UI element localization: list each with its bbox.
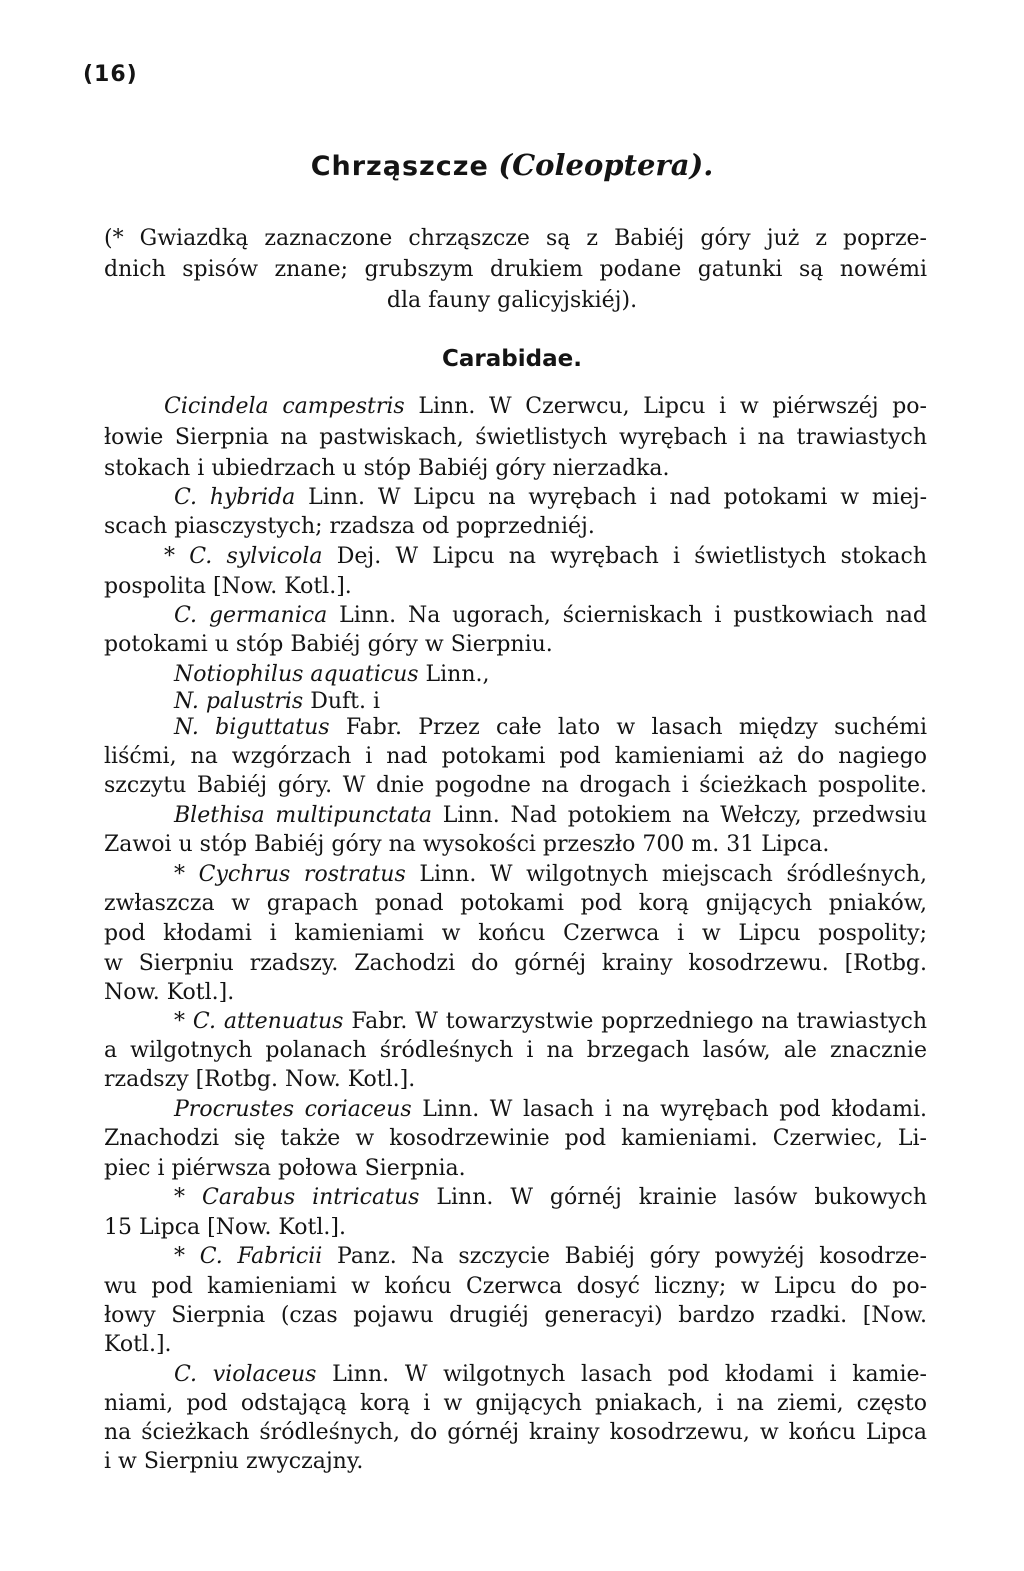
text-line: łowy Sierpnia (czas pojawu drugiéj generacyi) bardzo rzadki. [Now.: [104, 1303, 927, 1328]
species-entry: [104, 393, 927, 421]
species-name: Procrustes coriaceus: [174, 1097, 412, 1122]
species-name: C. violaceus: [174, 1362, 317, 1387]
text-line: rzadszy [Rotbg. Now. Kotl.].: [104, 1067, 416, 1092]
species-name: C. germanica: [174, 603, 328, 628]
intro-line: dnich spisów znane; grubszym drukiem podane gatunki są nowémi: [104, 257, 927, 282]
species-name: Notiophilus aquaticus: [174, 662, 419, 687]
intro-line: (* Gwiazdką zaznaczone chrząszcze są z Babiéj góry już z poprze-: [104, 226, 927, 251]
species-name: Cychrus rostratus: [198, 862, 406, 887]
text-line: pod kłodami i kamieniami w końcu Czerwca i w Lipcu pospolity;: [104, 921, 927, 946]
text-line: łowie Sierpnia na pastwiskach, świetlistych wyrębach i na trawiastych: [104, 425, 927, 450]
asterisk-mark: *: [164, 544, 190, 569]
title-main: Chrząszcze: [310, 151, 489, 182]
species-name: N. palustris: [174, 689, 304, 714]
entry-text: Duft. i: [303, 689, 381, 714]
species-entry: [104, 602, 927, 630]
species-name: C. sylvicola: [189, 544, 323, 569]
species-name: C. attenuatus: [192, 1009, 344, 1034]
species-name: N. biguttatus: [174, 715, 330, 740]
asterisk-mark: *: [174, 862, 199, 887]
entry-text: Fabr. Przez całe lato w lasach między suchémi: [329, 715, 927, 740]
text-line: wu pod kamieniami w końcu Czerwca dosyć liczny; w Lipcu do po-: [104, 1274, 927, 1299]
text-line: a wilgotnych polanach śródleśnych i na brzegach lasów, ale znacznie: [104, 1038, 927, 1063]
text-line: Now. Kotl.].: [104, 980, 235, 1005]
text-line: 15 Lipca [Now. Kotl.].: [104, 1215, 346, 1240]
text-line: potokami u stóp Babiéj góry w Sierpniu.: [104, 632, 553, 657]
species-entry: [104, 714, 927, 742]
text-line: stokach i ubiedrzach u stóp Babiéj góry nierzadka.: [104, 456, 670, 481]
entry-text: Linn. W Lipcu na wyrębach i nad potokami w miej-: [295, 485, 927, 510]
entry-text: Linn. W wilgotnych lasach pod kłodami i kamie-: [316, 1362, 927, 1387]
species-entry: [104, 1184, 927, 1212]
entry-text: Linn. Na ugorach, ścierniskach i pustkowiach nad: [327, 603, 927, 628]
species-name: C. hybrida: [174, 485, 296, 510]
text-line: scach piasczystych; rzadsza od poprzedniéj.: [104, 514, 595, 539]
species-name: C. Fabricii: [199, 1244, 323, 1269]
text-line: Zawoi u stóp Babiéj góry na wysokości przeszło 700 m. 31 Lipca.: [104, 832, 830, 857]
entry-text: Linn. W lasach i na wyrębach pod kłodami.: [411, 1097, 927, 1122]
entry-text: Dej. W Lipcu na wyrębach i świetlistych stokach: [322, 544, 927, 569]
text-line: liśćmi, na wzgórzach i nad potokami pod kamieniami aż do nagiego: [104, 744, 927, 769]
species-entry: [104, 661, 927, 689]
species-entry: [104, 1243, 927, 1271]
species-entry: [104, 1361, 927, 1389]
species-entry: [104, 1008, 927, 1036]
title-latin: (Coleoptera).: [498, 148, 714, 182]
entry-text: Fabr. W towarzystwie poprzedniego na trawiastych: [343, 1009, 928, 1034]
text-line: na ścieżkach śródleśnych, do górnéj krainy kosodrzewu, w końcu Lipca: [104, 1420, 927, 1445]
text-line: Kotl.].: [104, 1332, 172, 1357]
species-name: Blethisa multipunctata: [174, 803, 433, 828]
text-line: piec i piérwsza połowa Sierpnia.: [104, 1156, 466, 1181]
text-line: pospolita [Now. Kotl.].: [104, 574, 352, 599]
text-line: niami, pod odstającą korą i w gnijących pniakach, i na ziemi, często: [104, 1391, 927, 1416]
species-entry: [104, 484, 927, 512]
text-line: w Sierpniu rzadszy. Zachodzi do górnéj krainy kosodrzewu. [Rotbg.: [104, 951, 927, 976]
entry-text: Linn.,: [418, 662, 490, 687]
text-line: i w Sierpniu zwyczajny.: [104, 1449, 364, 1474]
page-number: (16): [83, 62, 138, 87]
species-name: Cicindela campestris: [164, 394, 405, 419]
species-entry: [104, 543, 927, 571]
species-entry: [104, 861, 927, 889]
entry-text: Linn. W Czerwcu, Lipcu i w piérwszéj po-: [404, 394, 927, 419]
species-entry: [104, 688, 927, 716]
page-title: [0, 145, 1024, 187]
asterisk-mark: *: [174, 1244, 200, 1269]
text-line: zwłaszcza w grapach ponad potokami pod korą gnijących pniaków,: [104, 891, 927, 916]
species-name: Carabus intricatus: [201, 1185, 420, 1210]
section-heading: Carabidae.: [442, 346, 582, 372]
species-entry: [104, 1096, 927, 1124]
text-line: Znachodzi się także w kosodrzewinie pod kamieniami. Czerwiec, Li-: [104, 1126, 927, 1151]
intro-line: dla fauny galicyjskiéj).: [386, 288, 638, 313]
asterisk-mark: *: [174, 1009, 193, 1034]
entry-text: Panz. Na szczycie Babiéj góry powyżéj kosodrze-: [322, 1244, 927, 1269]
species-entry: [104, 802, 927, 830]
entry-text: Linn. W górnéj krainie lasów bukowych: [419, 1185, 928, 1210]
asterisk-mark: *: [174, 1185, 202, 1210]
entry-text: Linn. W wilgotnych miejscach śródleśnych,: [405, 862, 928, 887]
text-line: szczytu Babiéj góry. W dnie pogodne na drogach i ścieżkach pospolite.: [104, 773, 927, 798]
entry-text: Linn. Nad potokiem na Wełczy, przedwsiu: [432, 803, 927, 828]
